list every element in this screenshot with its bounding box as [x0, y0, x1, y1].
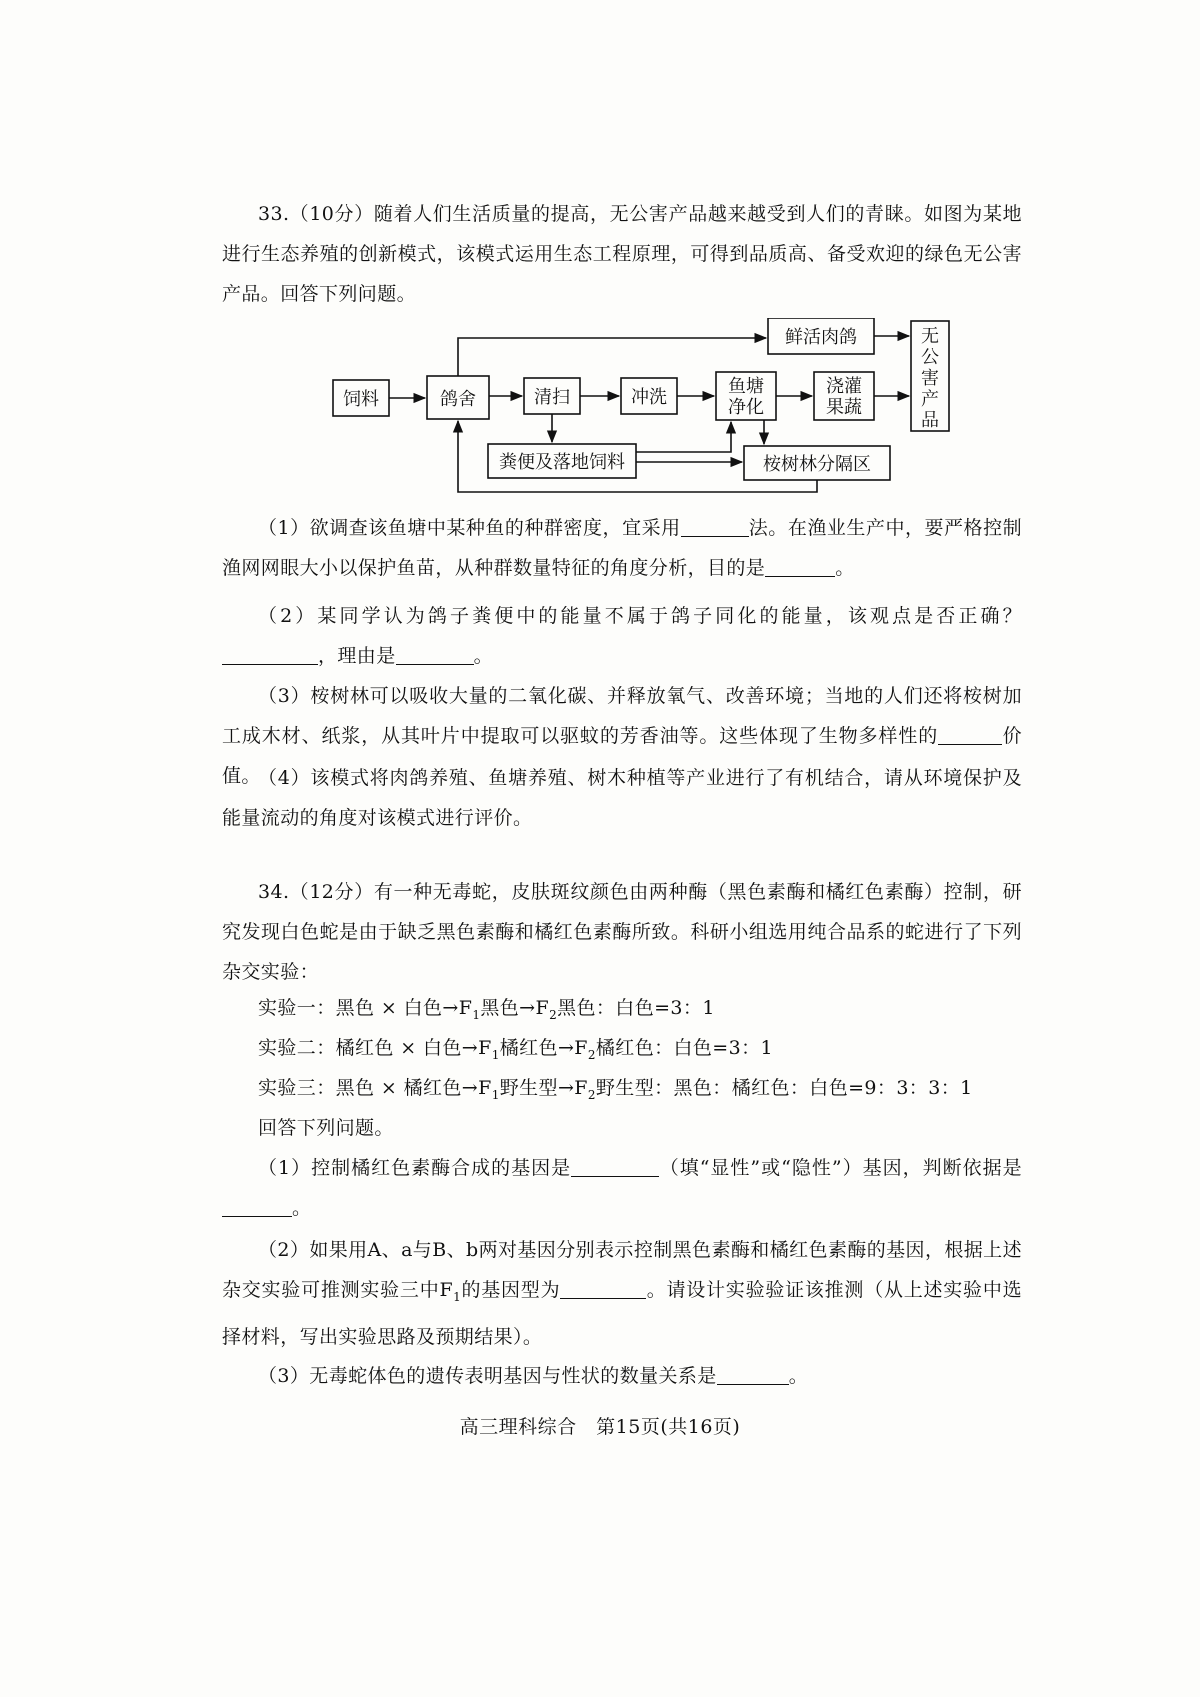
- answer-blank[interactable]: [222, 1196, 292, 1217]
- q33-p3-text-a: （3）桉树林可以吸收大量的二氧化碳、并释放氧气、改善环境；当地的人们还将桉树加工成木材、纸浆，从其叶片中提取可以驱蚊的芳香油等。这些体现了生物多样性的: [222, 685, 1022, 747]
- exp1-text-b: 黑色→F: [480, 997, 550, 1019]
- q34-answer-prompt: [222, 1108, 1022, 1148]
- diagram-clean-label: 清扫: [534, 387, 570, 408]
- diagram-feed-label: 饲料: [343, 389, 379, 410]
- exp1-text-a: 实验一：黑色 × 白色→F: [258, 997, 473, 1019]
- q34-part3: [222, 1356, 1022, 1396]
- q34-p3-text-a: （3）无毒蛇体色的遗传表明基因与性状的数量关系是: [258, 1365, 717, 1387]
- diagram-product-char-5: 品: [921, 410, 939, 431]
- q33-p2-text-a: （2）某同学认为鸽子粪便中的能量不属于鸽子同化的能量，该观点是否正确？: [258, 605, 1022, 627]
- subscript: 1: [472, 1007, 481, 1022]
- q34-p1-text-a: （1）控制橘红色素酶合成的基因是: [258, 1157, 572, 1179]
- q33-part1: [222, 508, 1022, 588]
- q33-p1-text-c: 。: [835, 557, 855, 579]
- answer-blank[interactable]: [571, 1156, 659, 1177]
- q34-part1: [222, 1148, 1022, 1228]
- q34-intro: [222, 872, 1022, 992]
- q34-p1-text-b: （填“显性”或“隐性”）基因，判断依据是: [659, 1157, 1022, 1179]
- diagram-eucalyptus-label: 桉树林分隔区: [763, 454, 871, 475]
- q33-p3-text-b: 价值。: [222, 725, 1023, 787]
- subscript: 1: [491, 1087, 500, 1102]
- q34-p2-text-b: 的基因型为: [461, 1279, 561, 1301]
- q33-p1-text-b: 法。在渔业生产中，要严格控制渔网网眼大小以保护鱼苗，从种群数量特征的角度分析，目的是: [222, 517, 1022, 579]
- q33-intro: [222, 194, 1022, 314]
- page-footer: 高三理科综合 第15页(共16页): [459, 1416, 741, 1438]
- exp2-text-a: 实验二：橘红色 × 白色→F: [258, 1037, 492, 1059]
- answer-blank[interactable]: [560, 1278, 646, 1299]
- exp2-text-c: 橘红色：白色=3：1: [595, 1037, 774, 1059]
- answer-blank[interactable]: [938, 724, 1002, 745]
- exp3-text-a: 实验三：黑色 × 橘红色→F: [258, 1077, 492, 1099]
- answer-blank[interactable]: [222, 644, 318, 665]
- q34-intro-text: 34.（12分）有一种无毒蛇，皮肤斑纹颜色由两种酶（黑色素酶和橘红色素酶）控制，研究发现白色蛇是由于缺乏黑色素酶和橘红色素酶所致。科研小组选用纯合品系的蛇进行了下列杂交实验：: [222, 881, 1022, 983]
- answer-blank[interactable]: [717, 1364, 789, 1385]
- diagram-irrigate-label-1: 浇灌: [826, 376, 862, 397]
- answer-blank[interactable]: [396, 644, 474, 665]
- q33-p2-text-c: 。: [473, 645, 494, 667]
- subscript: 2: [549, 1007, 558, 1022]
- q33-p1-text-a: （1）欲调查该鱼塘中某种鱼的种群密度，宜采用: [258, 517, 681, 539]
- diagram-product-char-1: 无: [921, 326, 939, 347]
- q33-part4: [222, 758, 1022, 838]
- q33-p4-text: （4）该模式将肉鸽养殖、鱼塘养殖、树木种植等产业进行了有机结合，请从环境保护及能量流动的角度对该模式进行评价。: [222, 767, 1022, 829]
- diagram-irrigate-label-2: 果蔬: [826, 397, 862, 418]
- exp3-text-b: 野生型→F: [499, 1077, 588, 1099]
- diagram-product-char-3: 害: [921, 368, 939, 389]
- q33-intro-text: 33.（10分）随着人们生活质量的提高，无公害产品越来越受到人们的青睐。如图为某地进行生态养殖的创新模式，该模式运用生态工程原理，可得到品质高、备受欢迎的绿色无公害产品。回答下列问题。: [222, 203, 1022, 305]
- diagram-pigeon-house-label: 鸽舍: [440, 389, 476, 410]
- exp1-text-c: 黑色：白色=3：1: [557, 997, 715, 1019]
- exp3-text-c: 野生型：黑色：橘红色：白色=9：3：3：1: [595, 1077, 973, 1099]
- diagram-manure-label: 粪便及落地饲料: [499, 452, 625, 473]
- exp2-text-b: 橘红色→F: [499, 1037, 588, 1059]
- diagram-product-char-4: 产: [921, 389, 939, 410]
- q34-p2-text-a: （2）如果用A、a与B、b两对基因分别表示控制黑色素酶和橘红色素酶的基因，根据上述杂交实验可推测实验三中F: [222, 1239, 1022, 1301]
- subscript: 1: [453, 1289, 462, 1304]
- answer-blank[interactable]: [681, 516, 749, 537]
- q33-part2: [222, 596, 1022, 676]
- diagram-pond-label-2: 净化: [728, 397, 764, 418]
- q34-p3-text-b: 。: [788, 1365, 809, 1387]
- q34-p1-text-c: 。: [292, 1197, 312, 1219]
- answer-blank[interactable]: [765, 556, 835, 577]
- q33-p2-text-b: ，理由是: [318, 645, 396, 667]
- subscript: 1: [491, 1047, 500, 1062]
- diagram-product-char-2: 公: [921, 347, 939, 368]
- subscript: 2: [587, 1087, 596, 1102]
- ecology-flow-diagram: [320, 318, 960, 498]
- diagram-pond-label-1: 鱼塘: [728, 376, 764, 397]
- subscript: 2: [587, 1047, 596, 1062]
- diagram-fresh-pigeon-label: 鲜活肉鸽: [785, 327, 857, 348]
- q34-p2-text-c: 。请设计实验验证该推测（从上述实验中选择材料，写出实验思路及预期结果）。: [222, 1279, 1022, 1348]
- q34-part2: [222, 1230, 1022, 1357]
- diagram-rinse-label: 冲洗: [631, 387, 667, 408]
- answer-prompt-text: 回答下列问题。: [258, 1117, 394, 1139]
